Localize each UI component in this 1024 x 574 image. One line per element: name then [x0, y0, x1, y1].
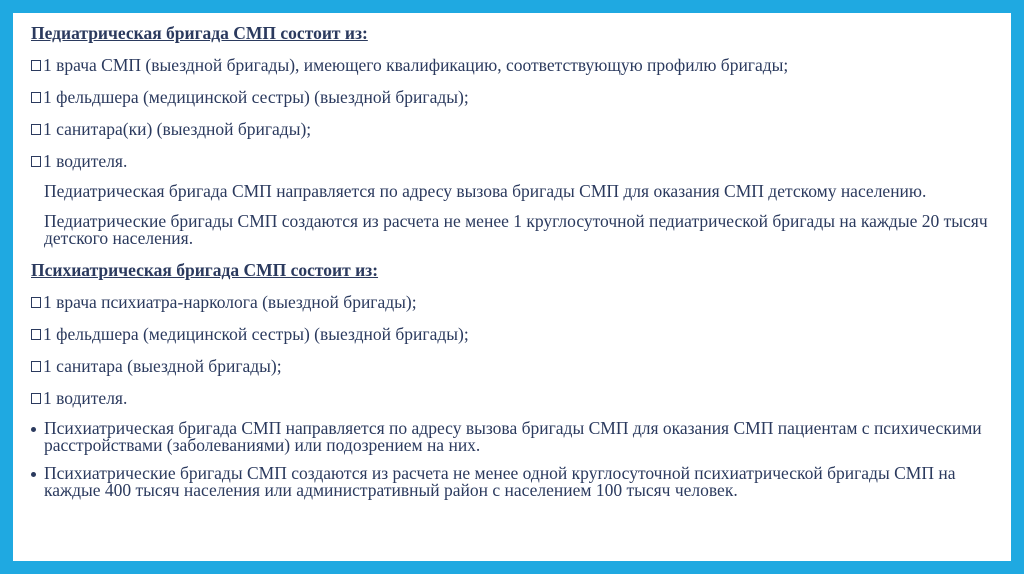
bullet-text: Психиатрическая бригада СМП направляется по адресу вызова бригады СМП для оказания СМП пациентам с психическими расстройствами (заболеваниями) или подозрением на них.: [44, 418, 982, 455]
list-item-text: 1 фельдшера (медицинской сестры) (выездной бригады);: [43, 87, 469, 107]
list-item: [31, 87, 1006, 107]
list-item-text: 1 врача психиатра-нарколога (выездной бригады);: [43, 292, 417, 312]
bullet-dot-icon: [31, 472, 36, 477]
list-item: [31, 292, 1006, 312]
list-item: [31, 151, 1006, 171]
list-item-text: 1 водителя.: [43, 388, 128, 408]
checkbox-bullet-icon: [31, 60, 41, 71]
pediatric-paragraph-quota: Педиатрические бригады СМП создаются из расчета не менее 1 круглосуточной педиатрической бригады на каждые 20 тысяч детского населения.: [44, 211, 988, 248]
checkbox-bullet-icon: [31, 393, 41, 404]
list-item: [31, 55, 1006, 75]
psychiatric-heading: Психиатрическая бригада СМП состоит из:: [31, 260, 379, 280]
checkbox-bullet-icon: [31, 297, 41, 308]
list-item-text: 1 санитара (выездной бригады);: [43, 356, 282, 376]
bullet-text: Психиатрические бригады СМП создаются из расчета не менее одной круглосуточной психиатрической бригады СМП на каждые 400 тысяч населения или административный район с населением 100 тысяч человек.: [44, 463, 956, 500]
pediatric-paragraph-dispatch: Педиатрическая бригада СМП направляется по адресу вызова бригады СМП для оказания СМП детскому населению.: [44, 181, 927, 201]
checkbox-bullet-icon: [31, 361, 41, 372]
list-item-text: 1 фельдшера (медицинской сестры) (выездной бригады);: [43, 324, 469, 344]
list-item-text: 1 врача СМП (выездной бригады), имеющего квалификацию, соответствующую профилю бригады;: [43, 55, 789, 75]
list-item: [31, 119, 1006, 139]
list-item: [31, 324, 1006, 344]
slide: [13, 13, 1011, 561]
checkbox-bullet-icon: [31, 329, 41, 340]
list-item-text: 1 санитара(ки) (выездной бригады);: [43, 119, 312, 139]
slide-content: [31, 23, 1006, 510]
psychiatric-bullet-dispatch: [31, 420, 1006, 454]
list-item-text: 1 водителя.: [43, 151, 128, 171]
checkbox-bullet-icon: [31, 156, 41, 167]
list-item: [31, 388, 1006, 408]
checkbox-bullet-icon: [31, 124, 41, 135]
bullet-dot-icon: [31, 427, 36, 432]
pediatric-heading: Педиатрическая бригада СМП состоит из:: [31, 23, 368, 43]
list-item: [31, 356, 1006, 376]
checkbox-bullet-icon: [31, 92, 41, 103]
psychiatric-bullet-quota: [31, 465, 1006, 499]
